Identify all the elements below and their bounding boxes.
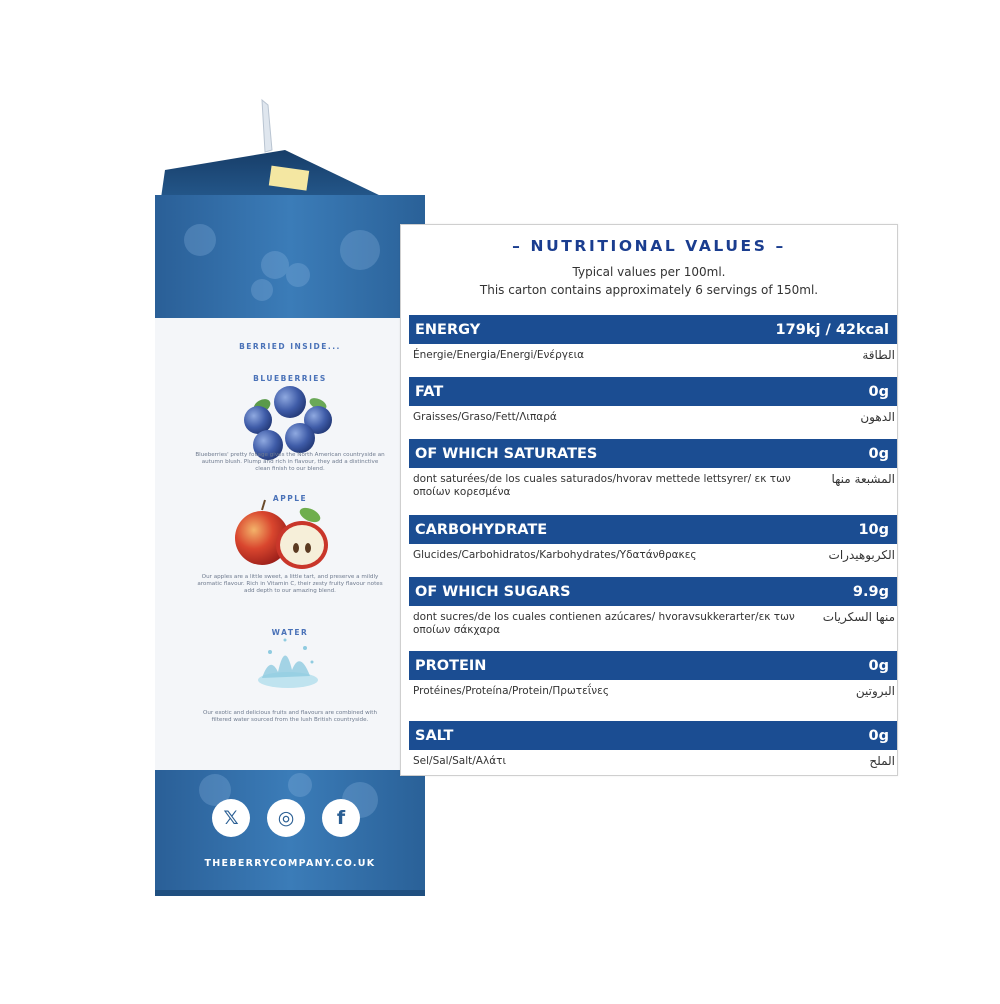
nutrition-bar bbox=[409, 721, 897, 750]
nutrient-translation-row bbox=[409, 606, 897, 637]
nutrition-bar bbox=[409, 577, 897, 606]
ingredient-description-apple: Our apples are a little sweet, a little tart, and preserve a mildly aromatic flavour. Rich in Vitamin C, their zesty fruity flavour notes add depth to our amazing blend. bbox=[197, 574, 383, 594]
nutrition-bar bbox=[409, 515, 897, 544]
nutrition-row-saturates bbox=[409, 439, 897, 499]
nutrient-label: PROTEIN bbox=[415, 657, 487, 674]
nutrition-row-sugars bbox=[409, 577, 897, 637]
nutrient-label: CARBOHYDRATE bbox=[415, 521, 548, 538]
nutrition-title: – NUTRITIONAL VALUES – bbox=[512, 237, 786, 255]
nutrient-label: SALT bbox=[415, 727, 454, 744]
nutrition-bar bbox=[409, 315, 897, 344]
nutrient-label: FAT bbox=[415, 383, 444, 400]
facebook-icon: f bbox=[322, 799, 360, 837]
nutrient-translation: Énergie/Energia/Energi/Ενέργεια bbox=[413, 349, 585, 361]
nutrient-value: 10g bbox=[858, 521, 889, 538]
nutrient-translation: dont sucres/de los cuales contienen azúcares/ hvoravsukkerarter/εκ των οποίων σάκχαρα bbox=[413, 611, 795, 636]
nutrient-label: ENERGY bbox=[415, 321, 481, 338]
nutrient-arabic: المشبعة منها bbox=[831, 472, 895, 486]
nutrient-translation-row bbox=[409, 344, 897, 362]
nutrient-arabic: الطاقة bbox=[862, 348, 895, 362]
nutrient-label: OF WHICH SUGARS bbox=[415, 583, 571, 600]
ingredient-name-apple: APPLE bbox=[272, 494, 308, 503]
nutrient-translation-row bbox=[409, 680, 897, 698]
nutrient-value: 0g bbox=[868, 657, 889, 674]
ingredient-name-water: WATER bbox=[271, 628, 309, 637]
nutrition-row-carbohydrate bbox=[409, 515, 897, 562]
nutrition-bar bbox=[409, 651, 897, 680]
carton-heading: BERRIED INSIDE... bbox=[239, 342, 341, 351]
nutrition-row-fat bbox=[409, 377, 897, 424]
website-url: THEBERRYCOMPANY.CO.UK bbox=[204, 858, 376, 869]
nutrient-arabic: الدهون bbox=[860, 410, 895, 424]
nutrient-translation-row bbox=[409, 468, 897, 499]
nutrient-translation-row bbox=[409, 544, 897, 562]
nutrient-value: 9.9g bbox=[852, 583, 889, 600]
nutrient-value: 0g bbox=[868, 727, 889, 744]
nutrition-row-protein bbox=[409, 651, 897, 698]
nutrient-translation: Sel/Sal/Salt/Αλάτι bbox=[413, 755, 506, 767]
nutrient-value: 0g bbox=[868, 383, 889, 400]
nutrient-label: OF WHICH SATURATES bbox=[415, 445, 598, 462]
carton-spout bbox=[262, 100, 272, 152]
nutrient-translation: Glucides/Carbohidratos/Karbohydrates/Υδατάνθρακες bbox=[413, 549, 697, 561]
nutrition-subtitle-1: Typical values per 100ml. bbox=[572, 265, 726, 279]
nutrient-arabic: الكربوهيدرات bbox=[828, 548, 895, 562]
nutrition-bar bbox=[409, 377, 897, 406]
instagram-icon: ◎ bbox=[267, 799, 305, 837]
nutrient-translation-row bbox=[409, 750, 897, 768]
nutrition-subtitle-2: This carton contains approximately 6 servings of 150ml. bbox=[479, 283, 819, 297]
nutrition-bar bbox=[409, 439, 897, 468]
nutrient-value: 179kj / 42kcal bbox=[775, 321, 889, 338]
nutrient-translation: Protéines/Proteína/Protein/Πρωτεΐνες bbox=[413, 685, 610, 697]
nutrient-arabic: الملح bbox=[869, 754, 895, 768]
ingredient-name-blueberries: BLUEBERRIES bbox=[253, 374, 327, 383]
nutrient-arabic: البروتين bbox=[855, 684, 895, 698]
nutrient-translation-row bbox=[409, 406, 897, 424]
nutrient-value: 0g bbox=[868, 445, 889, 462]
nutrition-label bbox=[400, 224, 898, 776]
nutrient-arabic: منها السكريات bbox=[822, 610, 895, 624]
ingredient-description-blueberries: Blueberries' pretty foliage gives the North American countryside an autumn blush. Plump and rich in flavour, they add a distinctive clean finish to our blend. bbox=[195, 452, 385, 472]
ingredient-description-water: Our exotic and delicious fruits and flavours are combined with filtered water sourced from the lush British countryside. bbox=[202, 710, 378, 723]
nutrient-translation: dont saturées/de los cuales saturados/hvorav mettede lettsyrer/ εκ των οποίων κορεσμένα bbox=[413, 473, 791, 498]
nutrition-row-salt bbox=[409, 721, 897, 768]
nutrition-row-energy bbox=[409, 315, 897, 362]
x-icon: 𝕏 bbox=[212, 799, 250, 837]
nutrient-translation: Graisses/Graso/Fett/Λιπαρά bbox=[413, 411, 557, 423]
